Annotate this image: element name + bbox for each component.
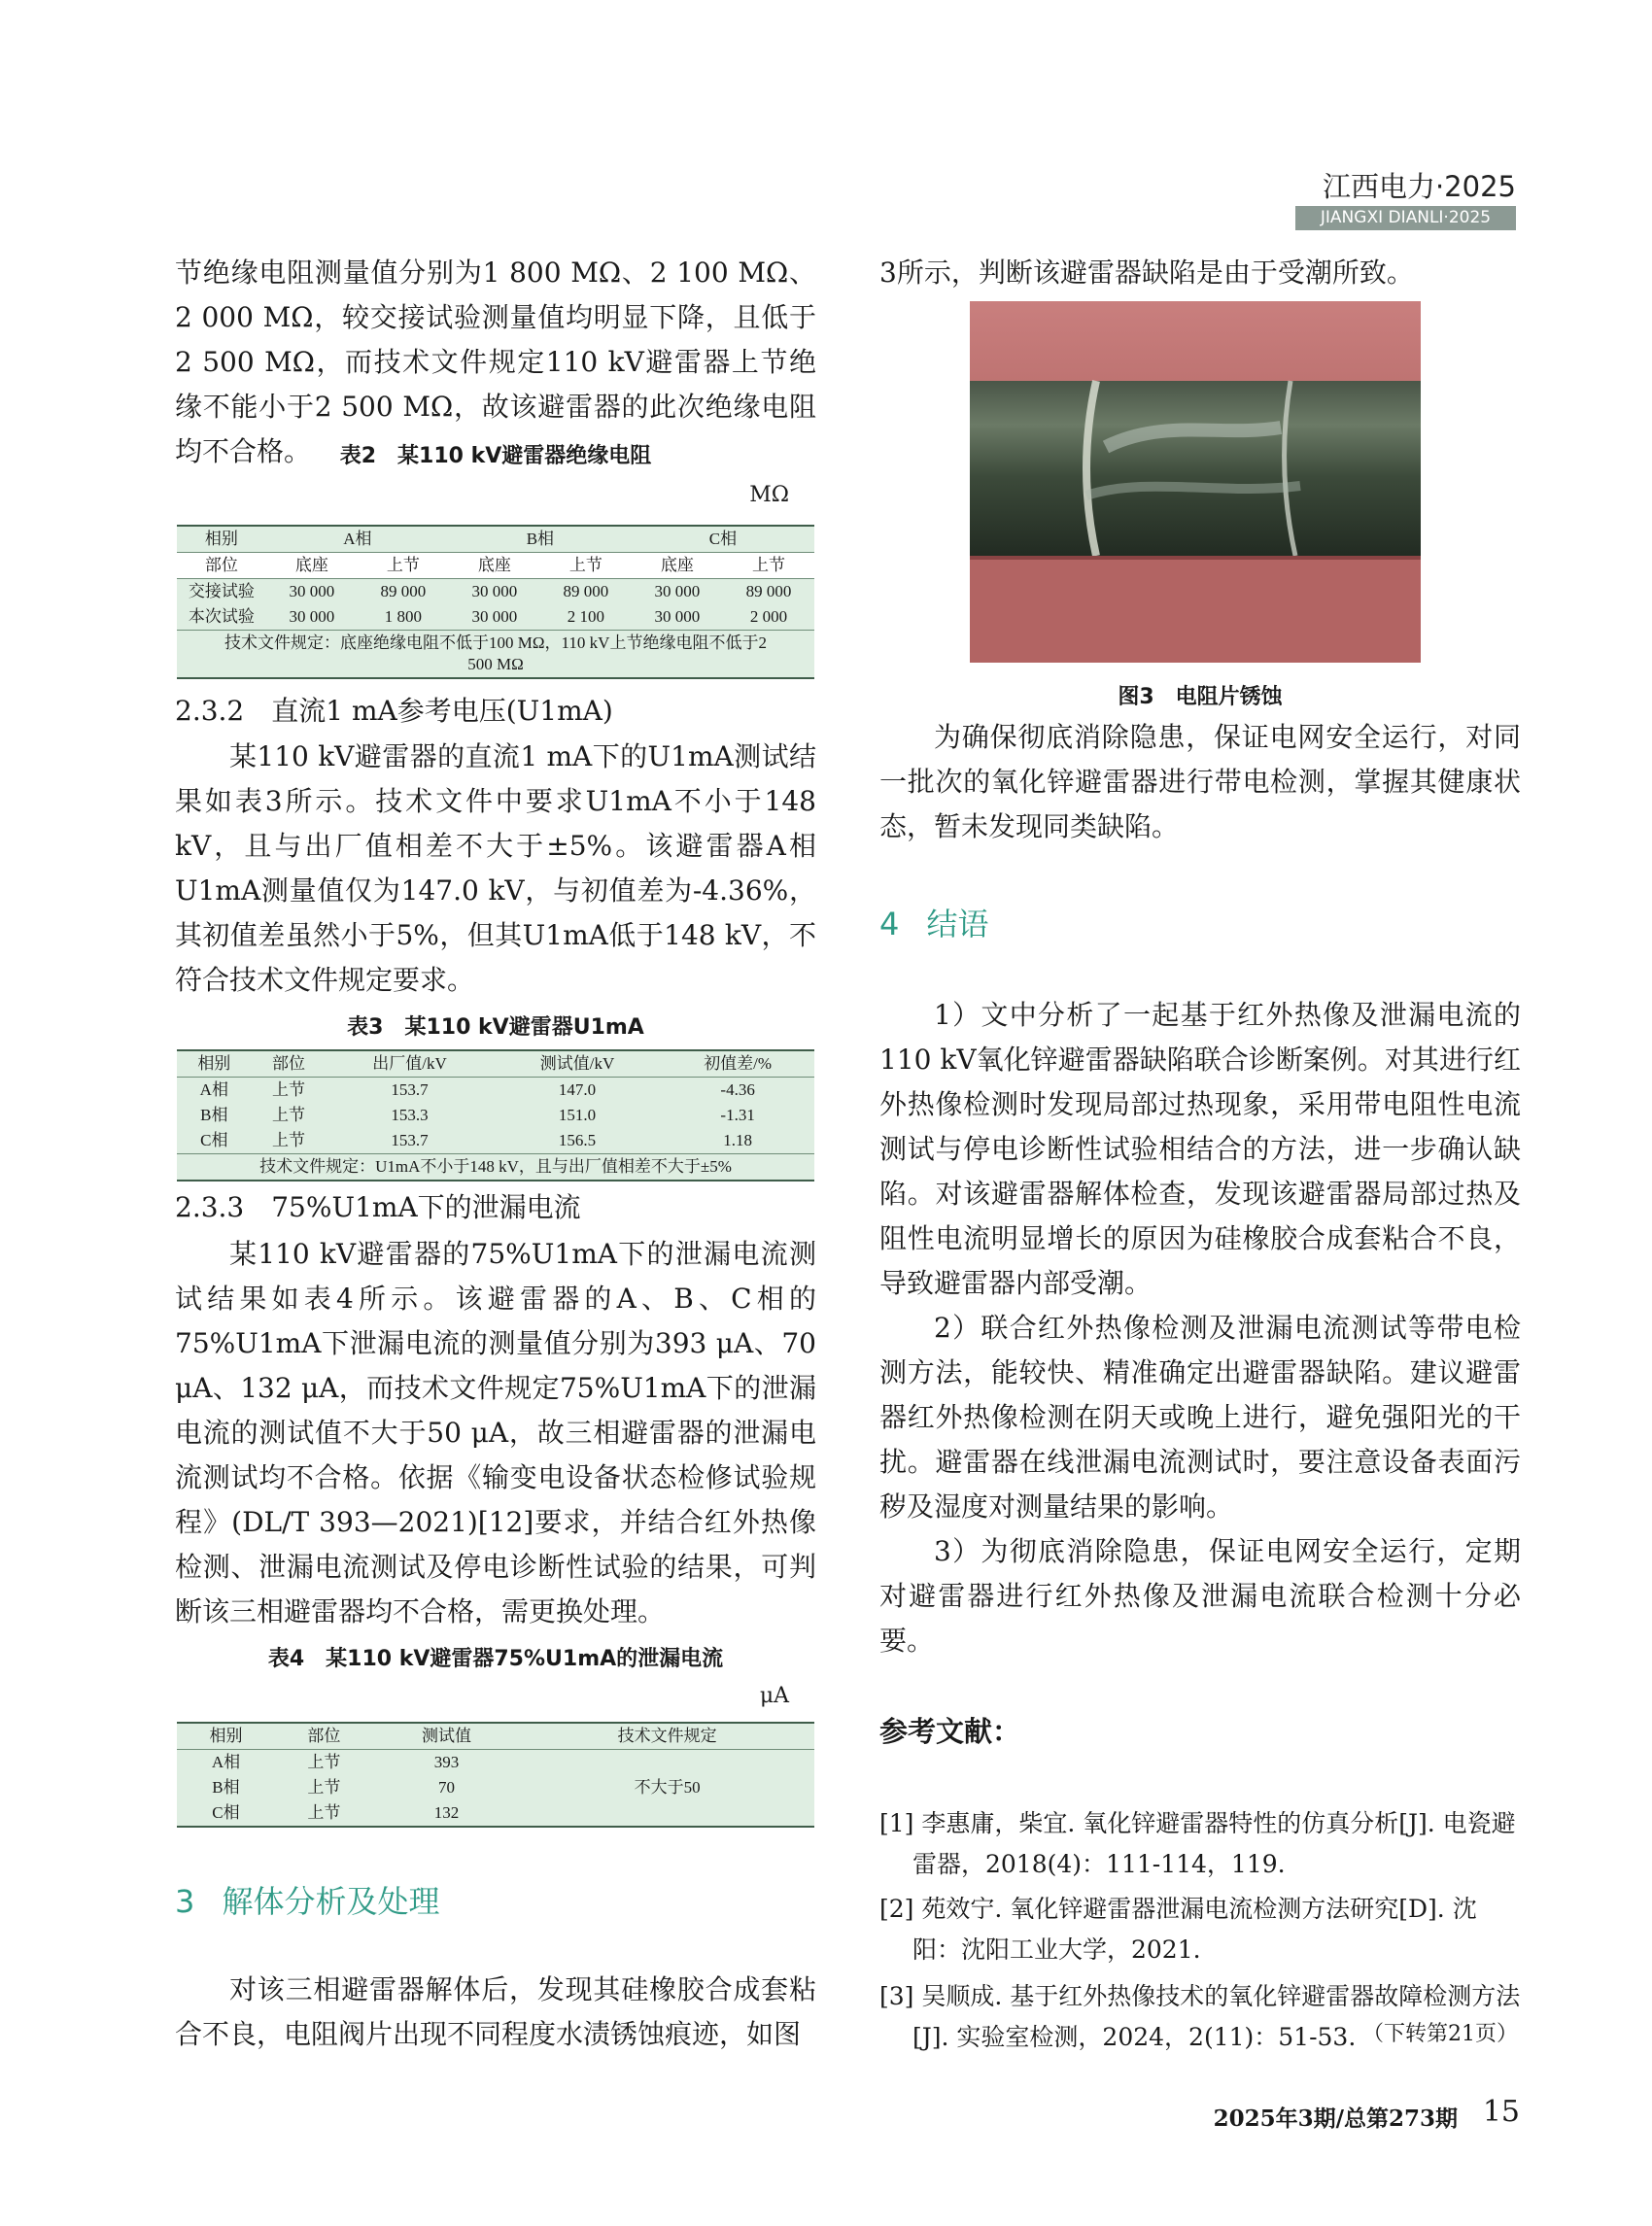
table2-header-cell: 相别 (177, 526, 266, 553)
left-paragraph-4: 对该三相避雷器解体后，发现其硅橡胶合成套粘合不良，电阻阀片出现不同程度水渍锈蚀痕迹，如图 (175, 1973, 816, 2050)
reference-1: [1] 李惠庸，柴宜. 氧化锌避雷器特性的仿真分析[J]. 电瓷避雷器，2018(4)：111-114，119. (879, 1809, 1516, 1878)
page-number: 15 (1482, 2095, 1520, 2129)
table2-cell: 2 000 (723, 604, 814, 631)
left-paragraph-2: 某110 kV避雷器的直流1 mA下的U1mA测试结果如表3所示。技术文件中要求U1mA不小于148 kV，且与出厂值相差不大于±5%。该避雷器A相U1mA测量值仅为147.0 kV，与初值差为-4.36%，其初值差虽然小于5%，但其U1mA低于148 kV，不符合技术文件规定要求。 (175, 740, 816, 996)
table3-cell: 153.7 (326, 1078, 494, 1104)
table2-cell: 30 000 (632, 579, 723, 605)
figure-3-photo (970, 301, 1421, 663)
table-row (177, 604, 814, 631)
table3 (177, 1049, 814, 1181)
section-4-heading (879, 900, 989, 944)
table-row (177, 579, 814, 605)
conclusion-3: 3）为彻底消除隐患，保证电网安全运行，定期对避雷器进行红外热像及泄漏电流联合检测十分必要。 (879, 1535, 1521, 1657)
table-row (177, 1078, 814, 1104)
table3-cell: 上节 (252, 1078, 327, 1104)
table2-subheader-cell: 部位 (177, 553, 266, 579)
table3-cell: 151.0 (494, 1103, 662, 1128)
reference-3: [3] 吴顺成. 基于红外热像技术的氧化锌避雷器故障检测方法[J]. 实验室检测，2024，2(11)：51-53. (879, 1982, 1521, 2051)
table3-cell: -4.36 (661, 1078, 814, 1104)
table2-cell: 30 000 (632, 604, 723, 631)
table2-note: 技术文件规定：底座绝缘电阻不低于100 MΩ，110 kV上节绝缘电阻不低于2 500 MΩ (177, 631, 814, 679)
table4-header-cell: 技术文件规定 (520, 1723, 814, 1750)
right-paragraph-1: 3所示，判断该避雷器缺陷是由于受潮所致。 (879, 257, 1414, 289)
table4-caption: 表4 某110 kV避雷器75%U1mA的泄漏电流 (267, 1647, 724, 1671)
table3-cell: 156.5 (494, 1128, 662, 1154)
table-row (177, 1128, 814, 1154)
table2-cell: 30 000 (266, 604, 358, 631)
table2-subheader-cell: 上节 (358, 553, 449, 579)
table2-cell: 89 000 (358, 579, 449, 605)
left-paragraph-3: 某110 kV避雷器的75%U1mA下的泄漏电流测试结果如表4所示。该避雷器的A、B、C相的75%U1mA下泄漏电流的测量值分别为393 μA、70 μA、132 μA，而技术文件规定75%U1mA下的泄漏电流的测试值不大于50 μA，故三相避雷器的泄漏电流测试均不合格。依据《输变电设备状态检修试验规程》(DL/T 393—2021)[12]要求，并结合红外热像检测、泄漏电流测试及停电诊断性试验的结果，可判断该三相避雷器均不合格，需更换处理。 (175, 1238, 816, 1627)
table2-cell: 本次试验 (177, 604, 266, 631)
table3-cell: 147.0 (494, 1078, 662, 1104)
table4-cell: 上节 (275, 1800, 373, 1827)
table4-cell: 上节 (275, 1775, 373, 1800)
table2-cell: 2 100 (540, 604, 632, 631)
table4-cell: 132 (373, 1800, 520, 1827)
references-title: 参考文献： (879, 1715, 1021, 1748)
table3-cell: 153.7 (326, 1128, 494, 1154)
table2-subheader-cell: 底座 (632, 553, 723, 579)
conclusion-1: 1）文中分析了一起基于红外热像及泄漏电流的110 kV氧化锌避雷器缺陷联合诊断案例。对其进行红外热像检测时发现局部过热现象，采用带电阻性电流测试与停电诊断性试验相结合的方法，进一步确认缺陷。对该避雷器解体检查，发现该避雷器局部过热及阻性电流明显增长的原因为硅橡胶合成套粘合不良，导致避雷器内部受潮。 (879, 999, 1521, 1299)
table2-cell: 1 800 (358, 604, 449, 631)
table3-cell: 上节 (252, 1103, 327, 1128)
table2-cell: 30 000 (266, 579, 358, 605)
table2 (177, 525, 814, 679)
table3-cell: 1.18 (661, 1128, 814, 1154)
table4-cell: B相 (177, 1775, 275, 1800)
table3-header-cell: 部位 (252, 1050, 327, 1078)
table2-subheader-cell: 底座 (266, 553, 358, 579)
table4-cell: A相 (177, 1750, 275, 1776)
table4-cell: 上节 (275, 1750, 373, 1776)
section-3-title: 解体分析及处理 (222, 1883, 440, 1920)
table4-header-cell: 部位 (275, 1723, 373, 1750)
table3-caption: 表3 某110 kV避雷器U1mA (347, 1015, 644, 1040)
figure-3-caption: 图3 电阻片锈蚀 (1118, 685, 1283, 709)
section-4-number: 4 (879, 906, 900, 942)
table4-header-cell: 测试值 (373, 1723, 520, 1750)
table2-subheader-cell: 上节 (723, 553, 814, 579)
table3-cell: C相 (177, 1128, 252, 1154)
table2-caption: 表2 某110 kV避雷器绝缘电阻 (339, 444, 652, 468)
table2-header-cell: C相 (632, 526, 814, 553)
journal-subtitle: JIANGXI DIANLI·2025 (1295, 206, 1516, 230)
table3-header-cell: 出厂值/kV (326, 1050, 494, 1078)
table4-cell: 70 (373, 1775, 520, 1800)
table3-cell: 153.3 (326, 1103, 494, 1128)
table3-note: 技术文件规定：U1mA不小于148 kV，且与出厂值相差不大于±5% (177, 1154, 814, 1181)
table2-cell: 30 000 (449, 604, 540, 631)
section-2-3-3-title: 2.3.3 75%U1mA下的泄漏电流 (175, 1191, 581, 1223)
conclusion-2: 2）联合红外热像检测及泄漏电流测试等带电检测方法，能较快、精准确定出避雷器缺陷。建议避雷器红外热像检测在阴天或晚上进行，避免强阳光的干扰。避雷器在线泄漏电流测试时，要注意设备表面污秽及湿度对测量结果的影响。 (879, 1312, 1521, 1523)
table2-header-cell: B相 (449, 526, 632, 553)
section-2-3-2-title: 2.3.2 直流1 mA参考电压(U1mA) (175, 695, 613, 727)
table2-cell: 89 000 (723, 579, 814, 605)
issue-info: 2025年3期/总第273期 (1213, 2106, 1458, 2132)
table2-cell: 交接试验 (177, 579, 266, 605)
table4-cell: C相 (177, 1800, 275, 1827)
section-3-number: 3 (175, 1883, 195, 1920)
table2-subheader-cell: 底座 (449, 553, 540, 579)
table-row (177, 1750, 814, 1776)
table2-cell: 30 000 (449, 579, 540, 605)
table2-unit: MΩ (749, 483, 789, 507)
table3-header-cell: 相别 (177, 1050, 252, 1078)
table4-cell: 393 (373, 1750, 520, 1776)
table3-header-cell: 测试值/kV (494, 1050, 662, 1078)
right-paragraph-2: 为确保彻底消除隐患，保证电网安全运行，对同一批次的氧化锌避雷器进行带电检测，掌握其健康状态，暂未发现同类缺陷。 (879, 721, 1521, 842)
table2-subheader-cell: 上节 (540, 553, 632, 579)
journal-title: 江西电力·2025 (1322, 170, 1516, 203)
table4-header-cell: 相别 (177, 1723, 275, 1750)
table3-cell: 上节 (252, 1128, 327, 1154)
section-4-title: 结语 (926, 906, 989, 942)
table2-header-cell: A相 (266, 526, 449, 553)
table4 (177, 1722, 814, 1828)
table-row (177, 1103, 814, 1128)
table3-header-cell: 初值差/% (661, 1050, 814, 1078)
table3-cell: B相 (177, 1103, 252, 1128)
table2-cell: 89 000 (540, 579, 632, 605)
section-3-heading (175, 1877, 440, 1922)
table3-cell: A相 (177, 1078, 252, 1104)
table3-cell: -1.31 (661, 1103, 814, 1128)
continued-note: （下转第21页） (1362, 2022, 1518, 2046)
left-paragraph-1: 节绝缘电阻测量值分别为1 800 MΩ、2 100 MΩ、2 000 MΩ，较交接试验测量值均明显下降，且低于2 500 MΩ，而技术文件规定110 kV避雷器上节绝缘不能小于2 500 MΩ，故该避雷器的此次绝缘电阻均不合格。 (175, 257, 816, 467)
reference-2: [2] 苑效宁. 氧化锌避雷器泄漏电流检测方法研究[D]. 沈阳：沈阳工业大学，2021. (879, 1895, 1477, 1964)
table4-unit: μA (759, 1684, 789, 1708)
table4-spec-cell: 不大于50 (520, 1750, 814, 1828)
